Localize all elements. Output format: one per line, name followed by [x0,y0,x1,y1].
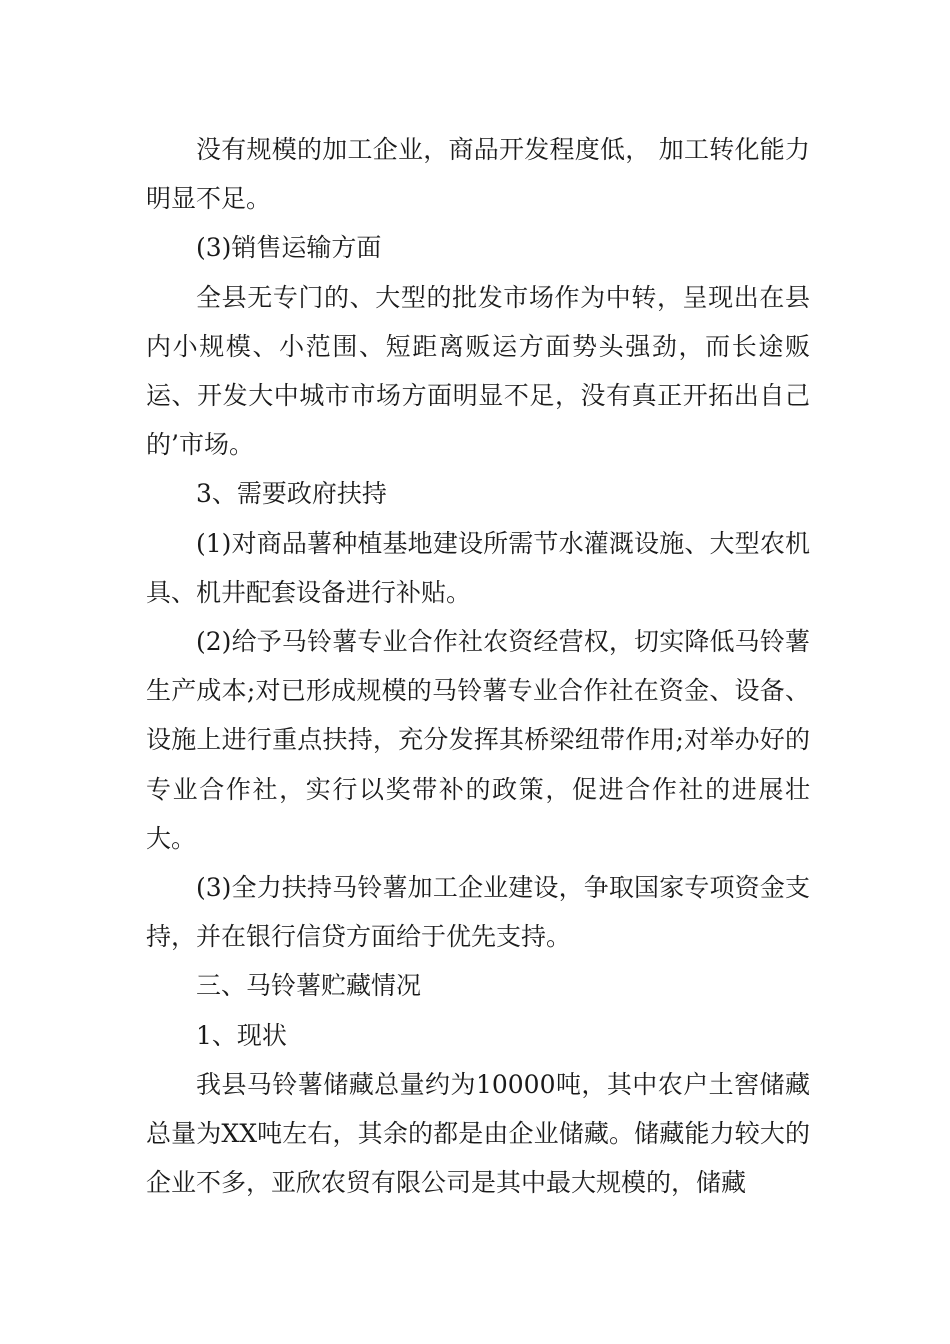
heading-government-support: 3、需要政府扶持 [196,479,387,509]
paragraph-subsidy-item-1: (1)对商品薯种植基地建设所需节水灌溉设施、大型农机具、机井配套设备进行补贴。 [146,528,810,607]
paragraph-subsidy-item-3: (3)全力扶持马铃薯加工企业建设，争取国家专项资金支持，并在银行信贷方面给于优先支持。 [146,873,810,952]
paragraph-storage-status: 我县马铃薯储藏总量约为10000吨，其中农户土窖储藏总量为XX吨左右，其余的都是由企业储藏。储藏能力较大的企业不多，亚欣农贸有限公司是其中最大规模的，储藏 [146,1069,810,1198]
heading-sales-transport: (3)销售运输方面 [196,233,382,263]
document-body [146,125,810,1207]
paragraph-market-situation: 全县无专门的、大型的批发市场作为中转，呈现出在县内小规模、小范围、短距离贩运方面势头强劲，而长途贩运、开发大中城市市场方面明显不足，没有真正开拓出自己的’市场。 [146,282,810,460]
paragraph-subsidy-item-2: (2)给予马铃薯专业合作社农资经营权，切实降低马铃薯生产成本;对已形成规模的马铃薯专业合作社在资金、设备、设施上进行重点扶持，充分发挥其桥梁纽带作用;对举办好的专业合作社，实行以奖带补的政策，促进合作社的进展壮大。 [146,627,810,853]
heading-status: 1、现状 [196,1020,287,1050]
paragraph-processing-shortfall: 没有规模的加工企业，商品开发程度低， 加工转化能力明显不足。 [146,135,810,214]
heading-storage-situation: 三、马铃薯贮藏情况 [196,971,422,1001]
